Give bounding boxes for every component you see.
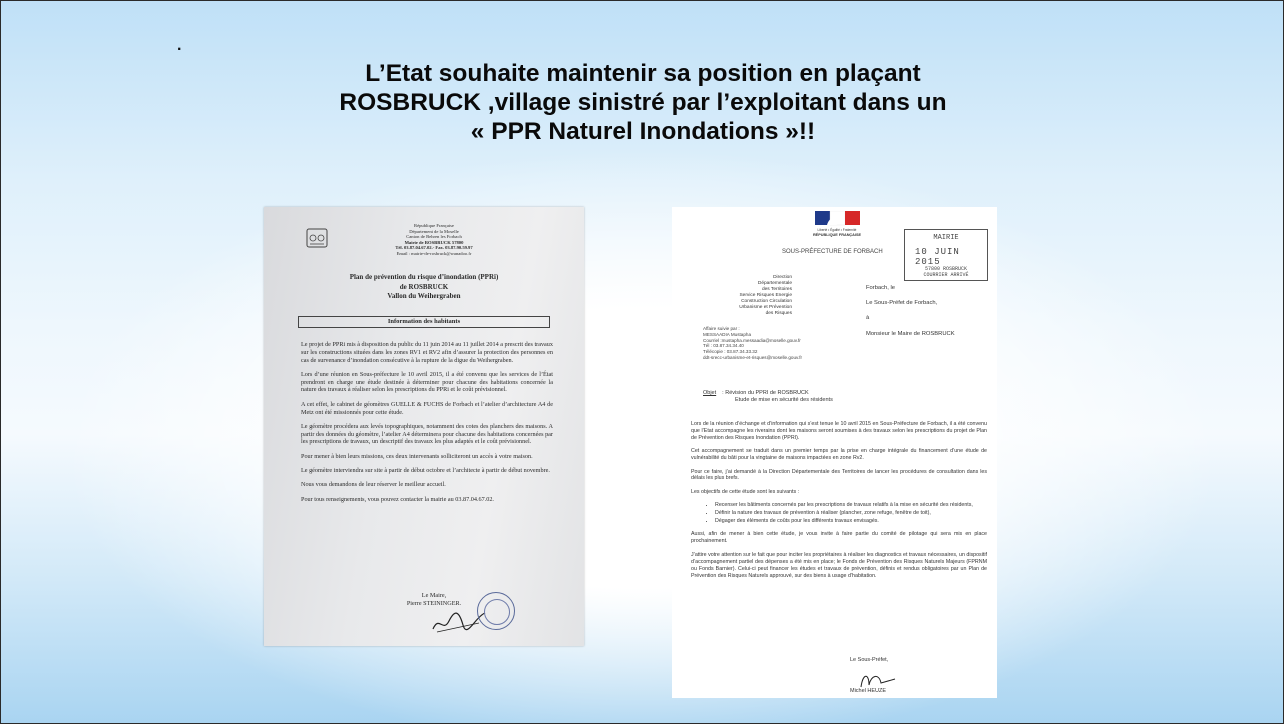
stamp-text xyxy=(905,267,987,278)
affaire-line: Affaire suivie par : xyxy=(703,326,740,331)
title-line: de ROSBRUCK xyxy=(399,282,449,291)
paragraph: J’attire votre attention sur le fait que pour inciter les propriétaires à réaliser les diagnostics et travaux nécessaires, un dispositif d’accompagnement partiel des dépenses a été mis en place; le Fonds de Prévention des Risques Naturels Majeurs (FPRNM ou Fonds Barnier). Celui-ci peut financer les études et travaux de prévention, définis et rendus obligatoires par un Plan de Prévention des Risques Naturels approuvé, sur des biens à usage d’habitation. xyxy=(691,551,987,579)
letter2-body xyxy=(691,421,987,586)
sous-prefecture-label: SOUS-PRÉFECTURE DE FORBACH xyxy=(782,249,883,255)
objet-line: Révision du PPRI de ROSBRUCK xyxy=(725,390,809,396)
affaire-line: MESSAADIA Mustapha xyxy=(703,331,752,337)
affaire-line: Tél : 03.87.34.34.40 xyxy=(703,343,744,349)
objet-line: Etude de mise en sécurité des résidents xyxy=(735,397,833,403)
direction-block xyxy=(692,275,792,317)
mairie-letter-image xyxy=(264,207,584,646)
slide-title-line: « PPR Naturel Inondations »!! xyxy=(470,118,816,145)
direction-line: des Risques xyxy=(765,311,792,316)
list-item: • Définir la nature des travaux de prévention à réaliser (plancher, zone refuge, fenêtre de toit), xyxy=(715,510,987,517)
recipient: Monsieur le Maire de ROSBRUCK xyxy=(866,331,955,337)
bullet-dot: . xyxy=(177,37,182,54)
signature-line: Pierre STEININGER. xyxy=(406,599,462,607)
mairie-stamp xyxy=(477,592,515,630)
slide-title-line: ROSBRUCK ,village sinistré par l’exploitant dans un xyxy=(339,89,947,116)
title-line: Plan de prévention du risque d’inondation (PPRi) xyxy=(349,273,499,281)
signature-title: Le Sous-Préfet, xyxy=(850,657,889,663)
objet-block: Objet : Révision du PPRI de ROSBRUCK Etude de mise en sécurité des résidents xyxy=(703,390,833,403)
header-line: Département de la Moselle xyxy=(409,228,459,234)
letter1-body xyxy=(301,341,553,510)
paragraph: Le projet de PPRi mis à disposition du public du 11 juin 2014 au 11 juillet 2014 a prescrit des travaux sur les constructions situées dans les zones RV1 et RV2 afin d’assurer la protection des personnes en cas de survenance d’inondation consécutive à la rupture de la digue du Weihergraben. xyxy=(301,341,553,364)
direction-line: des Territoires xyxy=(761,287,792,292)
objet-label: Objet xyxy=(703,390,717,396)
paragraph: Nous vous demandons de leur réserver le meilleur accueil. xyxy=(301,481,446,489)
signature-line: Le Maire, xyxy=(421,592,447,599)
info-box: Information des habitants xyxy=(298,316,550,328)
title-line: Vallon du Weihergraben xyxy=(387,292,461,300)
direction-line: Urbanisme et Prévention xyxy=(739,305,792,310)
motto: Liberté • Égalité • Fraternité xyxy=(817,228,857,232)
paragraph: Le géomètre interviendra sur site à partir de début octobre et l’architecte à partir de début novembre. xyxy=(301,467,550,475)
paragraph: Aussi, afin de mener à bien cette étude, je vous invite à faire partie du comité de pilotage qui sera mis en place prochainement. xyxy=(691,531,987,545)
header-line: République Française xyxy=(414,223,454,228)
stamp-line: COURRIER ARRIVÉ xyxy=(923,271,969,278)
objectives-list xyxy=(691,502,987,525)
direction-line: Construction Circulation xyxy=(741,299,792,304)
list-item: • Dégager des éléments de coûts pour les différents travaux envisagés. xyxy=(715,518,987,525)
affaire-line: Télécopie : 03.87.34.33.32 xyxy=(703,349,758,355)
letter1-header xyxy=(374,223,494,257)
letter1-title xyxy=(324,273,524,302)
paragraph: Les objectifs de cette étude sont les suivants : xyxy=(691,488,800,495)
paragraph: A cet effet, le cabinet de géomètres GUELLE & FUCHS de Forbach et l’atelier d’architecture A4 de Metz ont été missionnés pour cette étude. xyxy=(301,400,553,416)
paragraph: Lors de la réunion d’échange et d’information qui s’est tenue le 10 avril 2015 en Sous-Préfecture de Forbach, il a été convenu que l’Etat accompagne les riverains dont les maisons seront soumises à des travaux selon les prescriptions du projet de Plan de Prévention des Risques Inondation (PPRI). xyxy=(691,421,987,441)
paragraph: Le géomètre procédera aux levés topographiques, notamment des cotes des planchers des maisons. A partir des données du géomètre, l’atelier A4 déterminera pour chacune des habitations concernées par les prescriptions de travaux, un descriptif des travaux les plus adaptés et le coût prévisionnel. xyxy=(301,422,553,446)
letter2-signature xyxy=(850,657,889,694)
handwritten-signature xyxy=(855,669,905,691)
list-item: • Recenser les bâtiments concernés par les prescriptions de travaux relatifs à la mise en sécurité des résidents, xyxy=(715,502,987,509)
direction-line: Direction xyxy=(773,275,792,280)
paragraph: Pour ce faire, j’ai demandé à la Direction Départementale des Territoires de lancer les procédures de consultation dans les délais les plus brefs. xyxy=(691,468,987,482)
sender: Le Sous-Préfet de Forbach, xyxy=(866,300,938,306)
place-date: Forbach, le xyxy=(866,285,895,291)
direction-line: Départementale xyxy=(757,281,792,286)
paragraph: Pour mener à bien leurs missions, ces deux intervenants solliciteront un accès à votre maison. xyxy=(301,452,533,460)
affaire-line: Courriel :mustapha.messaadia@moselle.gouv.fr xyxy=(703,337,801,343)
affaire-block xyxy=(703,326,802,361)
stamp-line: 57800 ROSBRUCK xyxy=(924,266,967,272)
prefecture-letter-image xyxy=(672,207,997,698)
slide-title xyxy=(201,59,1085,146)
stamp-date: 10 JUIN 2015 xyxy=(915,247,960,267)
direction-line: Service Risques Energie xyxy=(739,293,792,298)
coat-of-arms-icon xyxy=(304,227,330,249)
received-stamp xyxy=(904,229,988,281)
header-line: Tél. 03.87.04.67.02.- Fax. 03.87.90.59.97 xyxy=(395,245,473,251)
header-line: Mairie de ROSBRUCK 57800 xyxy=(404,239,464,245)
header-line: Email : mairie-de-rosbruck@wanadoo.fr xyxy=(396,250,472,256)
slide-title-line: L’Etat souhaite maintenir sa position en plaçant xyxy=(365,60,921,87)
paragraph: Cet accompagnement se traduit dans un premier temps par la prise en charge intégrale du financement d’une étude de vulnérabilité du bâti pour la vingtaine de maisons impactées en zone Rv2. xyxy=(691,448,987,462)
header-line: Canton de Behren les Forbach xyxy=(406,234,462,240)
paragraph: Lors d’une réunion en Sous-préfecture le 10 avril 2015, il a été convenu que les services de l’État prendront en charge une étude destinée à déterminer pour chacune des habitations concernée la nature des travaux à réaliser selon les prescriptions du PPRi et le coût prévisionnel. xyxy=(301,370,553,394)
republic-label: RÉPUBLIQUE FRANÇAISE xyxy=(812,233,862,237)
to-label: à xyxy=(866,315,870,321)
stamp-title: MAIRIE xyxy=(933,234,959,242)
affaire-line: ddt-srecc-urbanisme-et-risques@moselle.gouv.fr xyxy=(703,354,803,360)
paragraph: Pour tous renseignements, vous pouvez contacter la mairie au 03.87.04.67.02. xyxy=(301,495,494,503)
letter1-signature xyxy=(394,592,474,608)
signature-name: Michel HEUZE xyxy=(850,688,887,694)
